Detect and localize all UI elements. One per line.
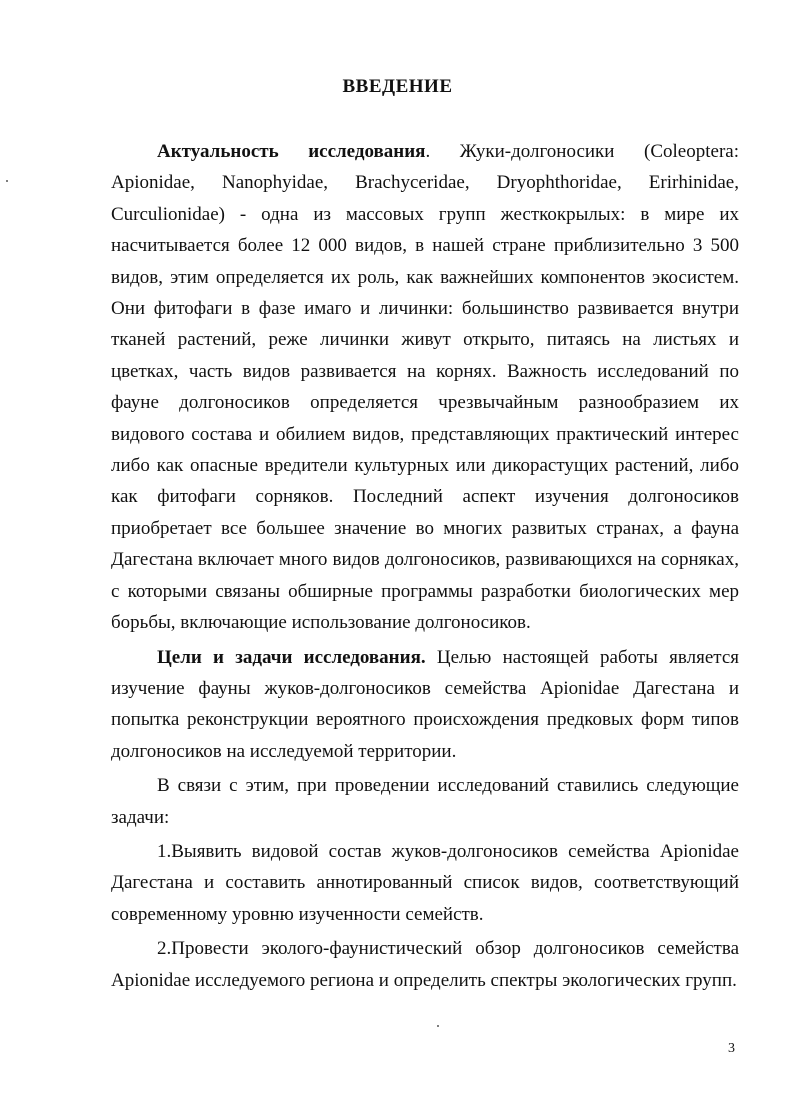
body-text — [111, 136, 739, 996]
goals-heading: Цели и задачи исследования. — [157, 646, 426, 668]
paragraph-goals — [111, 642, 739, 768]
paragraph-task-2: 2.Провести эколого-фаунистический обзор долгоносиков семейства Apionidae исследуемого региона и определить спектры экологических групп. — [111, 938, 739, 991]
paragraph-tasks-intro: В связи с этим, при проведении исследований ставились следующие задачи: — [111, 775, 739, 828]
relevance-heading: Актуальность исследования — [157, 141, 426, 162]
page-title: ВВЕДЕНИЕ — [342, 76, 453, 97]
scan-speck — [437, 1025, 439, 1027]
goals-text: Целью настоящей работы является изучение фауны жуков-долгоносиков семейства Apionidae Дагестана и попытка реконструкции вероятного происхождения предковых форм типов долгоносиков на исследуемой территории. — [111, 646, 739, 762]
page-number: 3 — [728, 1041, 735, 1056]
paragraph-relevance — [111, 136, 739, 639]
paragraph-task-1: 1.Выявить видовой состав жуков-долгоносиков семейства Apionidae Дагестана и составить аннотированный список видов, соответствующий современному уровню изученности семейств. — [111, 840, 739, 925]
relevance-text: . Жуки-долгоносики (Coleoptera: Apionidae, Nanophyidae, Brachyceridae, Dryophthoridae, Erirhinidae, Curculionidae) - одна из массовых групп жесткокрылых: в мире их насчитывается более 12 000 видов, в нашей стране приблизительно 3 500 видов, этим определяется их роль, как важнейших компонентов экосистем. Они фитофаги в фазе имаго и личинки: большинство развивается внутри тканей растений, реже личинки живут открыто, питаясь на листьях и цветках, часть видов развивается на корнях. Важность исследований по фауне долгоносиков определяется чрезвычайным разнообразием их видового состава и обилием видов, представляющих практический интерес либо как опасные вредители культурных или дикорастущих растений, либо как фитофаги сорняков. Последний аспект изучения долгоносиков приобретает все большее значение во многих развитых странах, а фауна Дагестана включает много видов долгоносиков, развивающихся на сорняках, с которыми связаны обширные программы разработки биологических мер борьбы, включающие использование долгоносиков. — [111, 141, 739, 634]
scan-speck — [6, 180, 8, 182]
